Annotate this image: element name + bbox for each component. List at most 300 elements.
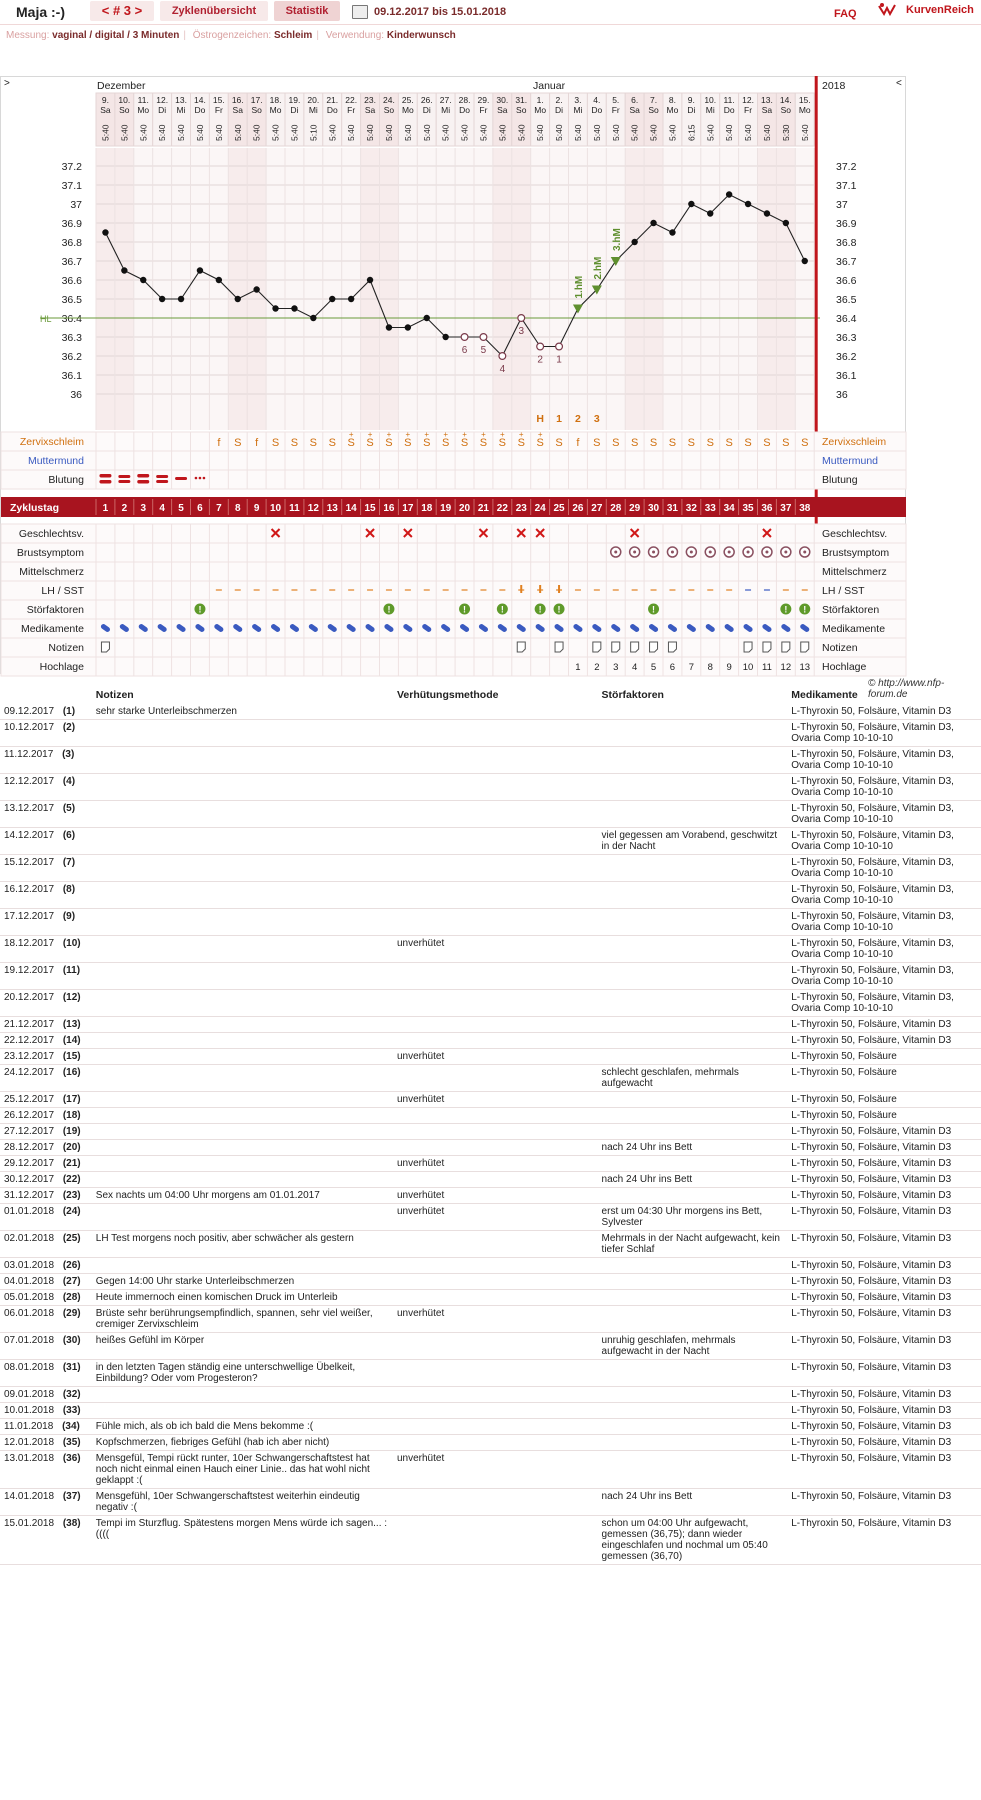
- notes-row: [0, 1360, 981, 1387]
- day-date: 23.: [364, 95, 376, 105]
- day-time: 5:40: [346, 124, 357, 141]
- note-medikamente: L-Thyroxin 50, Folsäure, Vitamin D3: [787, 1124, 981, 1140]
- zyklustag-number: 36: [761, 503, 773, 514]
- weekend-band: [758, 148, 777, 430]
- notes-row: [0, 1049, 981, 1065]
- note-medikamente: L-Thyroxin 50, Folsäure, Vitamin D3: [787, 1140, 981, 1156]
- blutung-spot: [203, 477, 206, 480]
- zyklustag-number: 2: [121, 503, 128, 514]
- notiz-icon: [650, 642, 658, 652]
- zervix-plus: +: [500, 430, 505, 439]
- day-date: 8.: [668, 95, 676, 105]
- zervix-value: S: [460, 437, 469, 449]
- note-medikamente: L-Thyroxin 50, Folsäure, Vitamin D3: [787, 1274, 981, 1290]
- note-cycle-day: (38): [60, 1518, 81, 1529]
- day-time: 5:40: [157, 124, 168, 141]
- note-stoerfaktor: schlecht geschlafen, mehrmals aufgewacht: [598, 1065, 788, 1092]
- messung-label: Messung:: [6, 30, 50, 41]
- temperature-point: [650, 220, 656, 226]
- temperature-point: [329, 296, 335, 302]
- day-date: 21.: [326, 95, 339, 105]
- note-verhuetung: [393, 882, 598, 909]
- notes-table: [0, 686, 981, 1565]
- zervix-plus: +: [481, 430, 486, 439]
- low-measure-point: [537, 343, 544, 350]
- day-weekday: Fr: [214, 105, 223, 115]
- note-stoerfaktor: [598, 1017, 788, 1033]
- gv-row-label-right: Geschlechtsv.: [822, 528, 888, 540]
- note-date: 20.12.2017: [4, 992, 55, 1003]
- zyklustag-number: 17: [402, 503, 414, 514]
- day-date: 4.: [593, 95, 601, 105]
- note-stoerfaktor: [598, 1403, 788, 1419]
- y-tick-left: 37: [70, 199, 82, 211]
- temperature-point: [102, 229, 108, 235]
- note-cycle-day: (10): [60, 938, 81, 949]
- note-text: [92, 1108, 393, 1124]
- note-text: [92, 1258, 393, 1274]
- day-time: 5:40: [724, 124, 735, 141]
- brust-symptom-dot: [747, 551, 750, 554]
- brust-symptom-dot: [690, 551, 693, 554]
- day-time: 5:40: [478, 124, 489, 141]
- day-time: 5:40: [572, 124, 583, 141]
- brust-symptom-dot: [709, 551, 712, 554]
- note-date: 14.01.2018: [4, 1491, 55, 1502]
- day-time: 5:40: [421, 124, 432, 141]
- zervix-plus: +: [348, 430, 354, 439]
- notes-row: [0, 1258, 981, 1274]
- y-tick-right: 36.6: [836, 275, 857, 287]
- note-cycle-day: (17): [60, 1094, 81, 1105]
- temperature-point: [235, 296, 241, 302]
- weekend-band: [380, 148, 399, 430]
- note-stoerfaktor: [598, 1092, 788, 1108]
- stoerfaktor-mark: !: [652, 604, 656, 615]
- day-weekday: Fr: [347, 105, 356, 115]
- note-medikamente: L-Thyroxin 50, Folsäure, Vitamin D3, Ovaria Comp 10-10-10: [787, 828, 981, 855]
- note-verhuetung: [393, 720, 598, 747]
- day-date: 7.: [650, 95, 658, 105]
- low-label: 5: [480, 345, 487, 356]
- note-cycle-day: (27): [60, 1276, 81, 1287]
- zyklustag-number: 1: [102, 503, 109, 514]
- note-medikamente: L-Thyroxin 50, Folsäure, Vitamin D3: [787, 704, 981, 720]
- note-medikamente: L-Thyroxin 50, Folsäure, Vitamin D3: [787, 1435, 981, 1451]
- zervix-value: S: [385, 437, 393, 449]
- blutung-row-label-right: Blutung: [822, 474, 858, 486]
- gv-row-label: Geschlechtsv.: [18, 528, 84, 540]
- zervix-value: S: [593, 437, 601, 449]
- note-text: [92, 720, 393, 747]
- day-time: 5:40: [799, 124, 810, 141]
- day-date: 30.: [496, 95, 509, 105]
- stoerfaktor-mark: !: [557, 604, 561, 615]
- note-verhuetung: unverhütet: [393, 1049, 598, 1065]
- note-date: 15.12.2017: [4, 857, 55, 868]
- day-date: 11.: [137, 95, 149, 105]
- day-weekday: So: [251, 105, 262, 115]
- low-measure-point: [480, 334, 487, 341]
- zervix-value: S: [630, 437, 639, 449]
- y-tick-left: 36: [70, 389, 82, 401]
- y-tick-left: 36.4: [61, 313, 82, 325]
- notiz-icon: [555, 642, 563, 652]
- note-stoerfaktor: [598, 1188, 788, 1204]
- note-text: Brüste sehr berührungsempfindlich, spannen, sehr viel weißer, cremiger Zervixschleim: [92, 1306, 393, 1333]
- day-date: 9.: [687, 95, 695, 105]
- zyklustag-number: 22: [496, 503, 508, 514]
- day-date: 29.: [477, 95, 490, 105]
- note-verhuetung: unverhütet: [393, 1092, 598, 1108]
- notiz-icon: [517, 642, 525, 652]
- day-date: 14.: [194, 95, 206, 105]
- muttermund-row-label: Muttermund: [27, 455, 84, 467]
- day-time: 5:40: [270, 124, 281, 141]
- temperature-point: [745, 201, 751, 207]
- zyklustag-number: 7: [216, 503, 222, 514]
- blutung-row-bg: [1, 470, 906, 489]
- col-medikamente: Medikamente: [791, 689, 858, 701]
- col-verhuetung: Verhütungsmethode: [396, 689, 499, 701]
- note-verhuetung: [393, 1435, 598, 1451]
- note-medikamente: L-Thyroxin 50, Folsäure, Vitamin D3, Ovaria Comp 10-10-10: [787, 882, 981, 909]
- note-text: [92, 1017, 393, 1033]
- mittelschmerz-row-label-right: Mittelschmerz: [822, 566, 887, 578]
- measurement-info: Messung: vaginal / digital / 3 Minuten | Östrogenzeichen: Schleim | Verwendung: Kinderwunsch: [6, 30, 456, 41]
- zyklustag-number: 27: [591, 503, 603, 514]
- note-medikamente: L-Thyroxin 50, Folsäure, Vitamin D3, Ovaria Comp 10-10-10: [787, 963, 981, 990]
- notes-row: [0, 1403, 981, 1419]
- y-tick-right: 36.2: [836, 351, 857, 363]
- note-date: 30.12.2017: [4, 1174, 55, 1185]
- day-date: 31.: [515, 95, 528, 105]
- hochlage-value: 12: [780, 662, 792, 673]
- day-date: 17.: [250, 95, 263, 105]
- note-verhuetung: unverhütet: [393, 1204, 598, 1231]
- y-tick-right: 37: [836, 199, 848, 211]
- day-weekday: Mi: [176, 105, 186, 115]
- stoerfaktor-mark: !: [500, 604, 504, 615]
- notiz-icon: [782, 642, 790, 652]
- note-verhuetung: [393, 828, 598, 855]
- note-verhuetung: [393, 1258, 598, 1274]
- note-medikamente: L-Thyroxin 50, Folsäure, Vitamin D3: [787, 1451, 981, 1489]
- notes-row: [0, 1419, 981, 1435]
- note-stoerfaktor: [598, 1435, 788, 1451]
- day-date: 15.: [212, 95, 225, 105]
- day-weekday: Sa: [629, 105, 640, 115]
- user-name: Maja :-): [16, 4, 65, 20]
- notes-row: [0, 1156, 981, 1172]
- note-date: 18.12.2017: [4, 938, 55, 949]
- note-verhuetung: unverhütet: [393, 1451, 598, 1489]
- zyklustag-number: 16: [383, 503, 395, 514]
- note-cycle-day: (36): [60, 1453, 81, 1464]
- peak-marker: 3: [593, 413, 600, 425]
- zervix-value: S: [763, 437, 771, 449]
- nav-prev: >: [4, 78, 10, 89]
- zervix-value: S: [423, 437, 431, 449]
- day-date: 28.: [458, 95, 471, 105]
- temperature-point: [442, 334, 448, 340]
- day-weekday: Do: [591, 105, 603, 115]
- stoer-row-bg: [1, 600, 906, 619]
- notes-row: [0, 1017, 981, 1033]
- note-medikamente: L-Thyroxin 50, Folsäure, Vitamin D3, Ovaria Comp 10-10-10: [787, 720, 981, 747]
- day-weekday: Do: [459, 105, 470, 115]
- tab-zyklenuebersicht[interactable]: Zyklenübersicht: [160, 1, 268, 21]
- zyklustag-number: 38: [799, 503, 811, 514]
- note-text: Gegen 14:00 Uhr starke Unterleibschmerzen: [92, 1274, 393, 1290]
- temperature-point: [707, 210, 713, 216]
- day-weekday: Fr: [744, 105, 753, 115]
- medikamente-row-label: Medikamente: [20, 623, 84, 635]
- tab-statistik[interactable]: Statistik: [274, 1, 340, 21]
- note-verhuetung: [393, 1033, 598, 1049]
- zervix-row-label: Zervixschleim: [19, 436, 84, 448]
- note-date: 09.01.2018: [4, 1389, 55, 1400]
- temperature-point: [631, 239, 637, 245]
- day-date: 27.: [439, 95, 452, 105]
- zervix-value: S: [649, 437, 658, 449]
- zervix-value: S: [271, 437, 280, 449]
- day-date: 24.: [383, 95, 395, 105]
- day-date: 14.: [779, 95, 792, 105]
- day-weekday: Di: [555, 105, 564, 115]
- temperature-point: [669, 229, 675, 235]
- day-time: 5:40: [138, 124, 149, 141]
- weekend-band: [776, 148, 795, 430]
- day-weekday: So: [383, 105, 395, 115]
- notes-row: [0, 990, 981, 1017]
- zyklustag-number: 35: [742, 503, 754, 514]
- lh-row-bg: [1, 581, 906, 600]
- note-text: [92, 1033, 393, 1049]
- cycle-switcher[interactable]: < # 3 >: [90, 1, 154, 21]
- notes-row: [0, 1172, 981, 1188]
- day-time: 5:40: [497, 124, 508, 141]
- temperature-point: [121, 267, 127, 273]
- y-tick-left: 37.2: [61, 161, 82, 173]
- day-time: 5:40: [251, 124, 262, 141]
- note-text: [92, 1387, 393, 1403]
- temperature-point: [253, 286, 259, 292]
- day-time: 5:40: [629, 124, 640, 141]
- notiz-icon: [612, 642, 620, 652]
- notes-row: [0, 1306, 981, 1333]
- day-time: 5:40: [554, 124, 565, 141]
- notes-row: [0, 704, 981, 720]
- temperature-point: [764, 210, 770, 216]
- note-cycle-day: (37): [60, 1491, 81, 1502]
- low-measure-point: [499, 353, 506, 360]
- high-label: 2.hM: [592, 256, 604, 280]
- note-stoerfaktor: [598, 1387, 788, 1403]
- note-medikamente: L-Thyroxin 50, Folsäure, Vitamin D3: [787, 1333, 981, 1360]
- note-stoerfaktor: [598, 1033, 788, 1049]
- day-time: 5:40: [516, 124, 527, 141]
- notes-row: [0, 1435, 981, 1451]
- brand-name[interactable]: KurvenReich: [906, 4, 974, 16]
- note-medikamente: L-Thyroxin 50, Folsäure, Vitamin D3: [787, 1387, 981, 1403]
- note-cycle-day: (20): [60, 1142, 81, 1153]
- note-cycle-day: (31): [60, 1362, 81, 1373]
- brust-symptom-dot: [671, 551, 674, 554]
- zyklustag-number: 31: [666, 503, 679, 514]
- day-date: 13.: [175, 95, 187, 105]
- note-date: 25.12.2017: [4, 1094, 55, 1105]
- brust-row-label: Brustsymptom: [16, 547, 84, 559]
- blutung-mark: [118, 480, 130, 483]
- day-time: 5:40: [705, 124, 716, 141]
- zyklustag-number: 6: [197, 503, 203, 514]
- day-date: 6.: [631, 95, 639, 105]
- note-verhuetung: [393, 801, 598, 828]
- note-cycle-day: (16): [60, 1067, 81, 1078]
- zervix-value: S: [441, 437, 450, 449]
- zyklustag-number: 30: [647, 503, 660, 514]
- y-tick-right: 36: [836, 389, 848, 401]
- note-text: [92, 1140, 393, 1156]
- note-text: [92, 855, 393, 882]
- day-weekday: Mo: [401, 105, 414, 115]
- note-verhuetung: [393, 1489, 598, 1516]
- day-weekday: Mo: [269, 105, 282, 115]
- note-verhuetung: [393, 1108, 598, 1124]
- note-date: 09.12.2017: [4, 706, 55, 717]
- temperature-point: [405, 324, 411, 330]
- note-stoerfaktor: [598, 1124, 788, 1140]
- high-label: 3.hM: [611, 228, 623, 251]
- peak-marker: 2: [575, 413, 581, 425]
- y-tick-left: 36.1: [61, 370, 82, 382]
- note-verhuetung: [393, 963, 598, 990]
- hochlage-value: 9: [726, 662, 732, 673]
- notes-row: [0, 828, 981, 855]
- zervix-value: S: [555, 437, 563, 449]
- zyklustag-number: 23: [515, 503, 527, 514]
- note-date: 10.01.2018: [4, 1405, 55, 1416]
- faq-link[interactable]: FAQ: [834, 8, 857, 20]
- zervix-value: S: [782, 437, 790, 449]
- day-date: 12.: [156, 95, 169, 105]
- note-date: 19.12.2017: [4, 965, 55, 976]
- note-medikamente: L-Thyroxin 50, Folsäure, Vitamin D3: [787, 1290, 981, 1306]
- day-weekday: Mo: [798, 105, 811, 115]
- note-medikamente: L-Thyroxin 50, Folsäure: [787, 1049, 981, 1065]
- weekend-band: [228, 148, 247, 430]
- note-verhuetung: unverhütet: [393, 1188, 598, 1204]
- temperature-point: [424, 315, 430, 321]
- y-tick-left: 36.7: [61, 256, 82, 268]
- note-date: 31.12.2017: [4, 1190, 55, 1201]
- blutung-mark: [137, 474, 149, 478]
- note-verhuetung: [393, 1140, 598, 1156]
- zyklustag-number: 11: [289, 503, 300, 514]
- blutung-mark: [99, 474, 111, 478]
- zervix-value: S: [328, 437, 336, 449]
- notiz-icon: [668, 642, 676, 652]
- note-stoerfaktor: [598, 1108, 788, 1124]
- day-weekday: Do: [326, 105, 338, 115]
- note-cycle-day: (22): [60, 1174, 81, 1185]
- day-weekday: Mi: [705, 105, 715, 115]
- peak-marker: 1: [556, 413, 562, 425]
- zervix-value: S: [668, 437, 677, 449]
- y-tick-left: 37.1: [61, 180, 82, 192]
- day-date: 18.: [269, 95, 282, 105]
- note-cycle-day: (30): [60, 1335, 81, 1346]
- y-tick-left: 36.2: [61, 351, 82, 363]
- note-date: 26.12.2017: [4, 1110, 55, 1121]
- hochlage-value: 11: [762, 662, 772, 673]
- notes-row: [0, 720, 981, 747]
- note-verhuetung: [393, 1387, 598, 1403]
- hochlage-value: 3: [613, 662, 619, 673]
- hochlage-value: 7: [688, 662, 694, 673]
- day-weekday: Sa: [364, 105, 376, 115]
- note-stoerfaktor: [598, 1451, 788, 1489]
- zyklustag-number: 26: [572, 503, 584, 514]
- day-time: 5:40: [194, 124, 205, 141]
- note-medikamente: L-Thyroxin 50, Folsäure, Vitamin D3: [787, 1419, 981, 1435]
- hochlage-row-label: Hochlage: [39, 661, 84, 673]
- zyklustag-label: Zyklustag: [10, 502, 60, 514]
- weekend-band: [493, 148, 512, 430]
- zervix-value: S: [498, 437, 507, 449]
- zyklustag-number: 32: [685, 503, 697, 514]
- day-date: 20.: [307, 95, 320, 105]
- blutung-mark: [118, 475, 130, 478]
- stoerfaktor-mark: !: [803, 604, 807, 615]
- note-text: [92, 801, 393, 828]
- y-tick-left: 36.8: [61, 237, 82, 249]
- low-label: 4: [499, 364, 506, 375]
- note-medikamente: L-Thyroxin 50, Folsäure, Vitamin D3: [787, 1516, 981, 1565]
- y-tick-right: 36.1: [836, 370, 857, 382]
- low-measure-point: [556, 343, 563, 350]
- blutung-mark: [137, 480, 149, 484]
- day-weekday: So: [516, 105, 527, 115]
- brust-symptom-dot: [784, 551, 787, 554]
- note-medikamente: L-Thyroxin 50, Folsäure, Vitamin D3: [787, 1306, 981, 1333]
- note-text: [92, 936, 393, 963]
- note-cycle-day: (2): [60, 722, 76, 733]
- high-label: 1.hM: [573, 275, 585, 299]
- verwendung-label: Verwendung:: [325, 30, 385, 41]
- note-cycle-day: (5): [60, 803, 76, 814]
- day-date: 12.: [742, 95, 754, 105]
- y-tick-right: 36.5: [836, 294, 857, 306]
- zervix-plus: +: [462, 430, 467, 439]
- cycle-chart: [0, 0, 981, 680]
- notes-row: [0, 801, 981, 828]
- hochlage-value: 4: [632, 662, 638, 673]
- day-date: 2.: [555, 95, 563, 105]
- notes-row: [0, 963, 981, 990]
- zervix-value: f: [255, 437, 259, 449]
- zervix-value: S: [612, 437, 620, 449]
- note-text: [92, 990, 393, 1017]
- note-verhuetung: [393, 774, 598, 801]
- note-cycle-day: (29): [60, 1308, 81, 1319]
- note-stoerfaktor: [598, 1360, 788, 1387]
- note-date: 21.12.2017: [4, 1019, 55, 1030]
- low-label: 6: [461, 345, 468, 356]
- day-weekday: Sa: [761, 105, 773, 115]
- temperature-point: [140, 277, 146, 283]
